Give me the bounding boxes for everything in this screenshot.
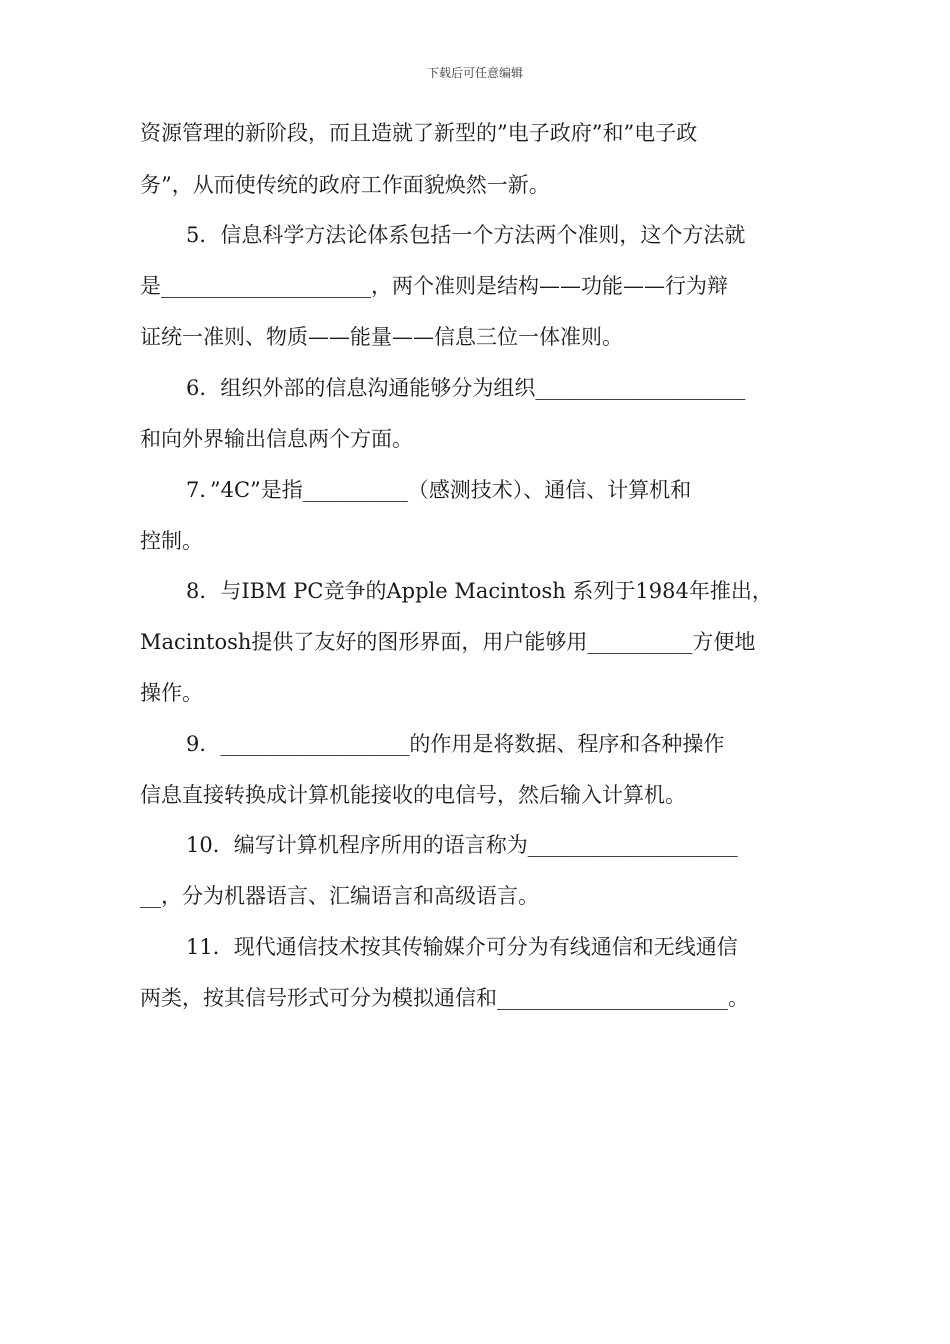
text-line: 10．编写计算机程序所用的语言称为____________________: [186, 833, 738, 857]
text-line: __，分为机器语言、汇编语言和高级语言。: [140, 884, 539, 908]
text-line: 和向外界输出信息两个方面。: [140, 427, 413, 451]
text-line: 证统一准则、物质——能量——信息三位一体准则。: [140, 325, 623, 349]
text-line: 资源管理的新阶段，而且造就了新型的”电子政府”和”电子政: [140, 121, 698, 145]
text-line: Macintosh提供了友好的图形界面，用户能够用__________方便地: [140, 630, 756, 654]
text-line: 11．现代通信技术按其传输媒介可分为有线通信和无线通信: [186, 935, 738, 959]
text-line: 5．信息科学方法论体系包括一个方法两个准则，这个方法就: [186, 223, 746, 247]
text-line: 务”，从而使传统的政府工作面貌焕然一新。: [140, 173, 550, 197]
text-line: 控制。: [140, 529, 203, 553]
text-line: 9．__________________的作用是将数据、程序和各种操作: [186, 732, 725, 756]
page-header: 下载后可任意编辑: [426, 66, 523, 80]
text-line: 信息直接转换成计算机能接收的电信号，然后输入计算机。: [140, 783, 686, 807]
text-line: 是____________________，两个准则是结构——功能——行为辩: [140, 274, 728, 298]
text-line: 两类，按其信号形式可分为模拟通信和______________________。: [140, 986, 749, 1010]
text-line: 操作。: [140, 681, 203, 705]
text-line: 7．”4C”是指__________（感测技术）、通信、计算机和: [186, 478, 692, 502]
text-line: 6．组织外部的信息沟通能够分为组织____________________: [186, 376, 746, 400]
text-line: 8．与IBM PC竞争的Apple Macintosh 系列于1984年推出，: [186, 579, 773, 603]
